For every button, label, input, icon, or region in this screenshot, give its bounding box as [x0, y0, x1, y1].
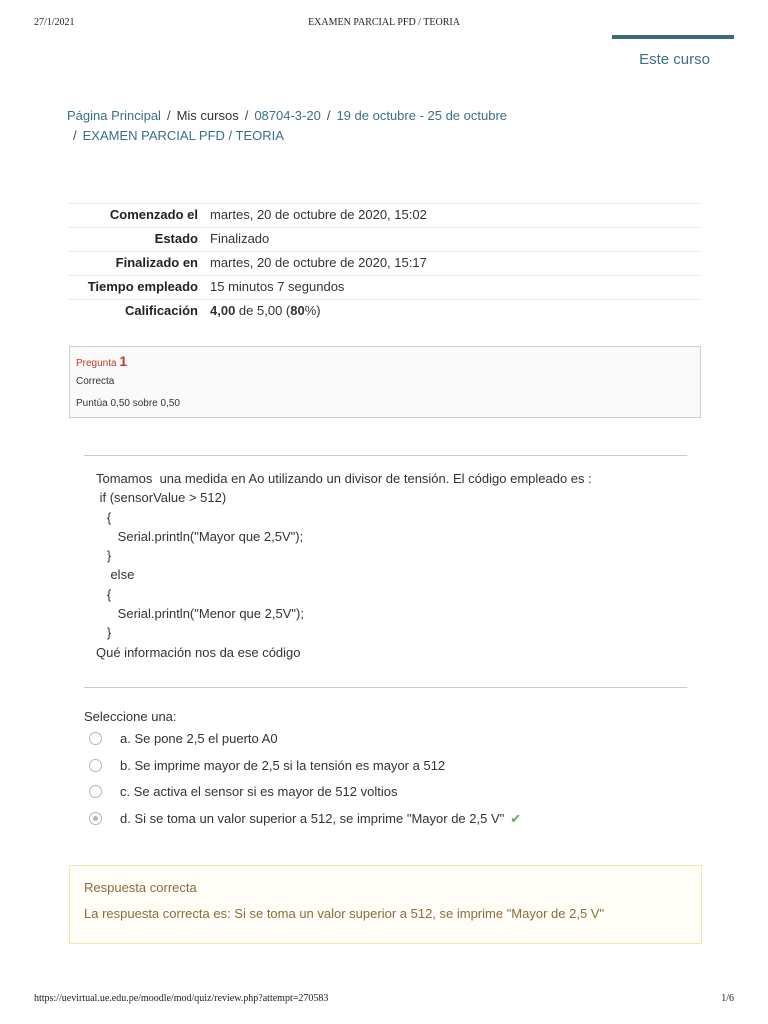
code-line: Serial.println("Menor que 2,5V");	[96, 606, 304, 622]
divider	[84, 687, 687, 688]
question-info-box	[69, 346, 701, 418]
summary-value: martes, 20 de octubre de 2020, 15:02	[210, 204, 701, 228]
feedback-text: La respuesta correcta es: Si se toma un valor superior a 512, se imprime "Mayor de 2,5 V"	[84, 906, 605, 921]
breadcrumb-quiz-link[interactable]: EXAMEN PARCIAL PFD / TEORIA	[82, 128, 284, 143]
check-icon: ✔	[510, 811, 522, 827]
summary-row	[68, 204, 701, 228]
code-line: else	[96, 567, 135, 583]
breadcrumb-separator: /	[73, 128, 77, 143]
question-state: Correcta	[76, 376, 115, 387]
feedback-box	[69, 865, 702, 944]
radio-button[interactable]	[89, 759, 102, 772]
summary-row-grade	[68, 300, 701, 324]
question-number	[76, 353, 127, 369]
print-footer	[0, 993, 768, 1007]
code-line: if (sensorValue > 512)	[96, 490, 227, 506]
breadcrumb-separator: /	[326, 108, 331, 123]
summary-row	[68, 276, 701, 300]
print-date: 27/1/2021	[34, 17, 75, 28]
print-header	[0, 17, 768, 31]
feedback-title: Respuesta correcta	[84, 880, 197, 895]
breadcrumb-separator: /	[166, 108, 171, 123]
answer-option-a[interactable]	[89, 729, 649, 756]
code-line: Serial.println("Mayor que 2,5V");	[96, 528, 304, 544]
breadcrumb-course-link[interactable]: 08704-3-20	[254, 108, 321, 123]
question-text-line: Tomamos una medida en Ao utilizando un divisor de tensión. El código empleado es :	[96, 471, 592, 486]
answer-text: c. Se activa el sensor si es mayor de 512 voltios	[120, 784, 398, 800]
code-line: }	[96, 548, 112, 564]
print-title: EXAMEN PARCIAL PFD / TEORIA	[308, 17, 460, 28]
answer-option-c[interactable]	[89, 782, 649, 809]
breadcrumb-my-courses: Mis cursos	[176, 108, 239, 123]
este-curso-menu[interactable]: Este curso	[639, 51, 710, 68]
answer-text-selected	[120, 811, 521, 827]
answer-option-d[interactable]	[89, 809, 649, 836]
summary-row	[68, 252, 701, 276]
summary-label: Calificación	[68, 300, 210, 324]
radio-button-selected[interactable]	[89, 812, 102, 825]
summary-row	[68, 228, 701, 252]
question-text-line: Qué información nos da ese código	[96, 644, 301, 660]
breadcrumb-week-link[interactable]: 19 de octubre - 25 de octubre	[336, 108, 508, 123]
attempt-summary-table	[68, 203, 701, 323]
summary-label: Comenzado el	[68, 204, 210, 228]
breadcrumb-separator: /	[244, 108, 249, 123]
summary-value: martes, 20 de octubre de 2020, 15:17	[210, 252, 701, 276]
code-line: {	[96, 586, 112, 602]
question-grade: Puntúa 0,50 sobre 0,50	[76, 398, 180, 409]
question-label: Pregunta	[76, 358, 117, 369]
print-url: https://uevirtual.ue.edu.pe/moodle/mod/quiz/review.php?attempt=270583	[34, 993, 329, 1004]
navbar-accent-line	[612, 35, 734, 39]
answer-list	[89, 729, 649, 836]
code-line: }	[96, 625, 112, 641]
breadcrumb-home-link[interactable]: Página Principal	[67, 108, 161, 123]
grade-end: %)	[304, 303, 321, 318]
summary-label: Tiempo empleado	[68, 276, 210, 300]
divider	[84, 455, 687, 456]
answer-option-b[interactable]	[89, 756, 649, 783]
answer-text: a. Se pone 2,5 el puerto A0	[120, 731, 278, 746]
grade-score: 4,00	[210, 303, 236, 318]
answer-text: b. Se imprime mayor de 2,5 si la tensión es mayor a 512	[120, 757, 446, 773]
summary-value: Finalizado	[210, 228, 701, 252]
question-number-value: 1	[119, 353, 128, 369]
code-line: {	[96, 509, 112, 525]
summary-label: Estado	[68, 228, 210, 252]
summary-grade-value	[210, 300, 701, 324]
breadcrumb	[67, 106, 717, 146]
summary-value: 15 minutos 7 segundos	[210, 276, 701, 300]
radio-button[interactable]	[89, 785, 102, 798]
answer-text: d. Si se toma un valor superior a 512, se imprime "Mayor de 2,5 V"	[120, 811, 505, 827]
answer-prompt: Seleccione una:	[84, 709, 177, 724]
radio-button[interactable]	[89, 732, 102, 745]
question-text	[96, 469, 696, 662]
grade-percent: 80	[290, 303, 305, 318]
print-page-number: 1/6	[721, 993, 734, 1004]
summary-label: Finalizado en	[68, 252, 210, 276]
grade-of: de 5,00 (	[235, 303, 291, 318]
